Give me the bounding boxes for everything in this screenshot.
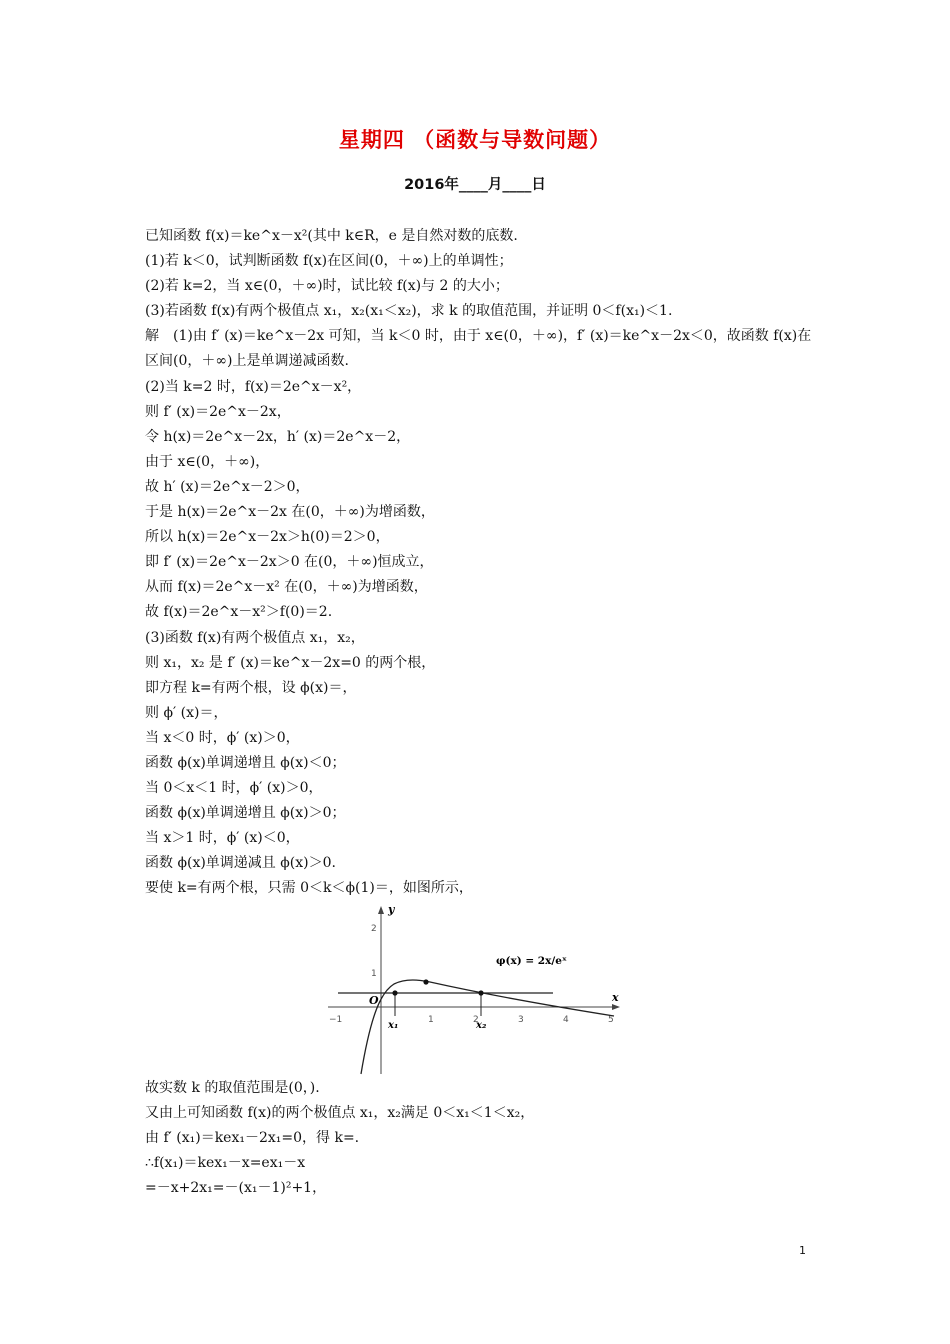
solution-line: 于是 h(x)＝2e^x－2x 在(0，＋∞)为增函数， (145, 504, 435, 521)
x-tick-label: −1 (329, 1014, 343, 1025)
solution-line: 则 x₁，x₂ 是 f′ (x)＝ke^x－2x=0 的两个根， (145, 654, 436, 671)
solution-line: 令 h(x)＝2e^x－2x，h′ (x)＝2e^x－2， (145, 428, 411, 445)
y-axis-label: y (388, 903, 395, 916)
x-tick-label: 3 (518, 1014, 524, 1025)
solution-line: 由 f′ (x₁)＝kex₁－2x₁=0，得 k=. (145, 1129, 360, 1146)
solution-part-1: 解 (1)由 f′ (x)＝ke^x－2x 可知，当 k＜0 时，由于 x∈(0，＋∞)，f′ (x)＝ke^x－2x＜0，故函数 f(x)在区间(0，＋∞)上是单调递减函数. (145, 328, 812, 370)
solution-line: 即 f′ (x)＝2e^x－2x＞0 在(0，＋∞)恒成立， (145, 554, 434, 571)
question-1: (1)若 k＜0，试判断函数 f(x)在区间(0，＋∞)上的单调性； (145, 253, 513, 270)
function-graph (326, 904, 622, 1076)
date-line: 2016年____月____日 (404, 177, 546, 193)
solution-line: 所以 h(x)＝2e^x－2x＞h(0)＝2＞0， (145, 529, 390, 546)
phi-curve (361, 980, 614, 1074)
curve-label: φ(x) = 2x/eˣ (496, 954, 567, 967)
x-tick-label: 5 (608, 1014, 614, 1025)
solution-line: (3)函数 f(x)有两个极值点 x₁，x₂， (145, 629, 365, 646)
x-tick-label: 2 (473, 1014, 479, 1025)
solution-line: 从而 f(x)＝2e^x－x² 在(0，＋∞)为增函数， (145, 579, 428, 596)
x-tick-label: 4 (563, 1014, 569, 1025)
page-title: 星期四 （函数与导数问题） (338, 128, 612, 152)
page-number: 1 (799, 1244, 806, 1257)
x-axis-arrow-icon (612, 1004, 620, 1010)
solution-line: 即方程 k=有两个根，设 ϕ(x)＝， (145, 679, 357, 696)
solution-line: 故 h′ (x)＝2e^x－2＞0， (145, 478, 310, 495)
solution-line: 函数 ϕ(x)单调递增且 ϕ(x)＜0； (145, 754, 346, 771)
y-tick-label: 1 (371, 968, 377, 979)
solution-line: 又由上可知函数 f(x)的两个极值点 x₁，x₂满足 0＜x₁＜1＜x₂， (145, 1104, 535, 1121)
solution-line: 函数 ϕ(x)单调递减且 ϕ(x)＞0. (145, 855, 336, 872)
origin-label: O (369, 993, 379, 1007)
problem-statement: 已知函数 f(x)＝ke^x－x²(其中 k∈R，e 是自然对数的底数. (145, 228, 518, 244)
solution-line: 当 x＜0 时，ϕ′ (x)＞0， (145, 729, 300, 746)
solution-line: 则 f′ (x)＝2e^x－2x， (145, 403, 291, 420)
x2-label: x₂ (476, 1019, 487, 1031)
solution-line: 要使 k=有两个根，只需 0＜k＜ϕ(1)＝，如图所示， (145, 880, 473, 897)
maximum-point (423, 979, 428, 984)
x-tick-label: 1 (428, 1014, 434, 1025)
solution-line: 当 0＜x＜1 时，ϕ′ (x)＞0， (145, 780, 323, 797)
y-tick-label: 2 (371, 923, 377, 934)
intersection-point-x2 (478, 990, 483, 995)
question-3: (3)若函数 f(x)有两个极值点 x₁，x₂(x₁＜x₂)，求 k 的取值范围，并证明 0＜f(x₁)＜1. (145, 303, 673, 320)
x-axis-label: x (612, 990, 619, 1004)
solution-line: 当 x＞1 时，ϕ′ (x)＜0， (145, 830, 300, 847)
y-axis-arrow-icon (378, 906, 384, 914)
solution-body (145, 224, 815, 1201)
solution-line: 故 f(x)＝2e^x－x²＞f(0)＝2. (145, 604, 333, 621)
solution-line: =－x+2x₁=－(x₁－1)²+1， (145, 1179, 327, 1196)
solution-line: 由于 x∈(0，＋∞)， (145, 453, 270, 470)
solution-line: 故实数 k 的取值范围是(0，). (145, 1079, 320, 1096)
solution-line: (2)当 k=2 时，f(x)＝2e^x－x²， (145, 378, 362, 395)
question-2: (2)若 k=2，当 x∈(0，＋∞)时，试比较 f(x)与 2 的大小； (145, 278, 509, 295)
x1-label: x₁ (388, 1019, 399, 1031)
solution-line: 则 ϕ′ (x)＝， (145, 704, 228, 721)
function-graph-figure (326, 904, 622, 1076)
intersection-point-x1 (392, 990, 397, 995)
solution-line: ∴f(x₁)＝kex₁－x=ex₁－x (145, 1154, 306, 1171)
solution-line: 函数 ϕ(x)单调递增且 ϕ(x)＞0； (145, 805, 346, 822)
